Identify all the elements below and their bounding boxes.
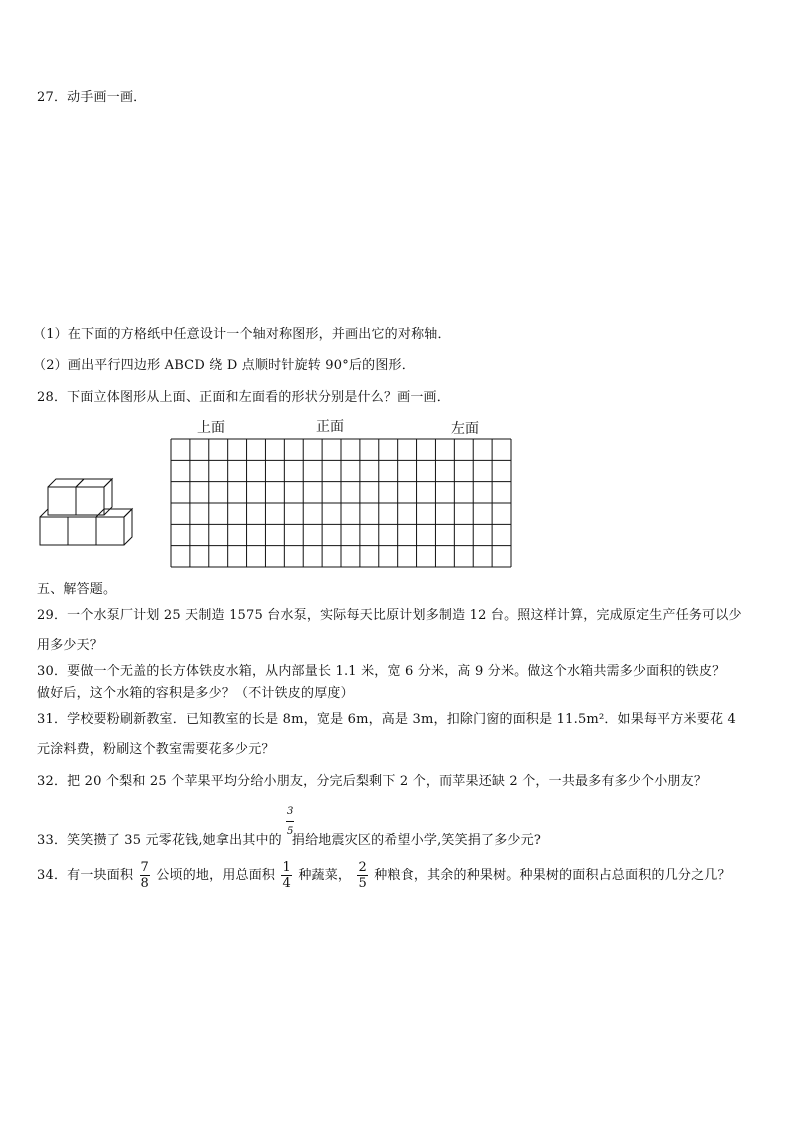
- q34-part2: 公顷的地，用总面积: [156, 868, 276, 883]
- q30-line2: 做好后，这个水箱的容积是多少？（不计铁皮的厚度）: [37, 686, 354, 701]
- q29-line2: 用多少天？: [37, 638, 104, 653]
- q34-part1: 34．有一块面积: [37, 868, 134, 883]
- cube-top-right: [76, 479, 112, 515]
- cube-stack-figure: [38, 475, 134, 547]
- label-top-view: 上面: [197, 420, 225, 436]
- q33-frac-den: 5: [287, 826, 294, 837]
- q34-frac-grain: $\frac{2}{5}$: [358, 860, 367, 891]
- cube-bottom-2: [68, 517, 96, 545]
- q34-part3: 种蔬菜，: [298, 868, 352, 883]
- section-5-title: 五、解答题。: [37, 582, 117, 597]
- q33-frac-bar: [286, 821, 294, 822]
- q33-before: 33．笑笑攒了 35 元零花钱,她拿出其中的: [37, 833, 282, 848]
- q33-after: 捐给地震灾区的希望小学,笑笑捐了多少元?: [291, 833, 541, 848]
- q31-line1: 31．学校要粉刷新教室．已知教室的长是 8m，宽是 6m，高是 3m，扣除门窗的面积是 11.5m²．如果每平方米要花 4: [37, 712, 736, 727]
- label-front-view: 正面: [316, 419, 344, 435]
- q27-part1: （1）在下面的方格纸中任意设计一个轴对称图形，并画出它的对称轴．: [33, 327, 451, 342]
- cube-bottom-1: [40, 509, 68, 545]
- label-left-view: 左面: [451, 421, 479, 437]
- q28-title: 28．下面立体图形从上面、正面和左面看的形状分别是什么？画一画．: [37, 390, 450, 405]
- q31-line2: 元涂料费，粉刷这个教室需要花多少元？: [37, 742, 275, 757]
- q33-frac-num: 3: [287, 806, 294, 817]
- q27-part2: （2）画出平行四边形 ABCD 绕 D 点顺时针旋转 90°后的图形．: [33, 358, 415, 373]
- cube-bottom-3: [96, 509, 132, 545]
- drawing-grid[interactable]: [170, 438, 512, 568]
- q34-frac-vegetables: $\frac{1}{4}$: [282, 860, 291, 891]
- q27-title: 27．动手画一画．: [37, 90, 147, 105]
- q34-line: [37, 860, 731, 891]
- q34-part4: 种粮食，其余的种果树。种果树的面积占总面积的几分之几？: [374, 868, 731, 883]
- q34-frac-area: $\frac{7}{8}$: [140, 860, 149, 891]
- q32-line1: 32．把 20 个梨和 25 个苹果平均分给小朋友，分完后梨剩下 2 个，而苹果还缺 2 个，一共最多有多少个小朋友？: [37, 774, 708, 789]
- q29-line1: 29．一个水泵厂计划 25 天制造 1575 台水泵，实际每天比原计划多制造 12 台。照这样计算，完成原定生产任务可以少: [37, 608, 742, 623]
- q30-line1: 30．要做一个无盖的长方体铁皮水箱，从内部量长 1.1 米，宽 6 分米，高 9 分米。做这个水箱共需多少面积的铁皮？: [37, 664, 726, 679]
